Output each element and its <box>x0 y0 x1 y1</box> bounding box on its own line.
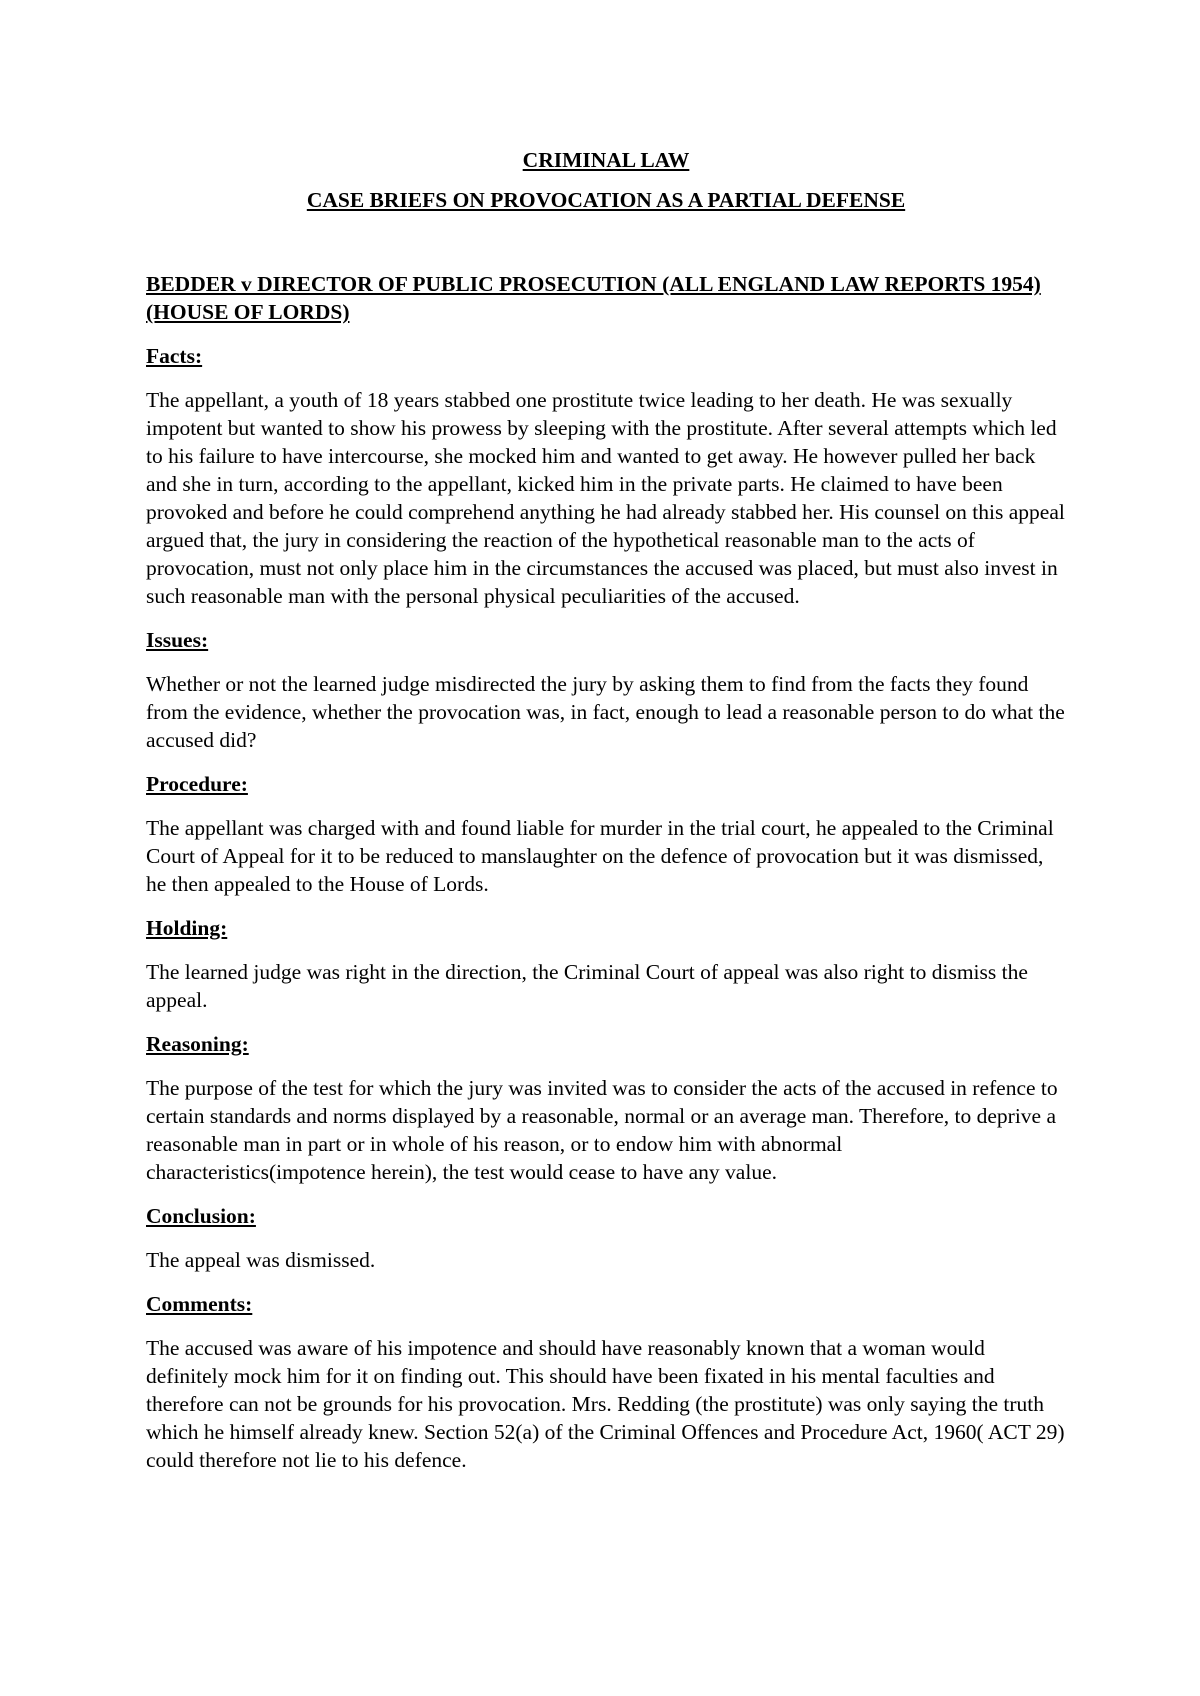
section-body-conclusion: The appeal was dismissed. <box>146 1248 376 1272</box>
section-body-reasoning: The purpose of the test for which the jury was invited was to consider the acts of the accused in refence to certain standards and norms displayed by a reasonable, normal or an average man. Therefore, to deprive a reasonable man in part or in whole of his reason, or to endow him with abnormal characteristics(impotence herein), the test would cease to have any value. <box>146 1076 1058 1184</box>
section-body-facts: The appellant, a youth of 18 years stabbed one prostitute twice leading to her death. He was sexually impotent but wanted to show his prowess by sleeping with the prostitute. After several attempts which led to his failure to have intercourse, she mocked him and wanted to get away. He however pulled her back and she in turn, according to the appellant, kicked him in the private parts. He claimed to have been provoked and before he could comprehend anything he had already stabbed her. His counsel on this appeal argued that, the jury in considering the reaction of the hypothetical reasonable man to the acts of provocation, must not only place him in the circumstances the accused was placed, but must also invest in such reasonable man with the personal physical peculiarities of the accused. <box>146 388 1065 608</box>
document-subtitle: CASE BRIEFS ON PROVOCATION AS A PARTIAL DEFENSE <box>306 188 906 212</box>
section-heading-procedure: Procedure: <box>146 772 248 796</box>
section-heading-holding: Holding: <box>146 916 228 940</box>
section-body-comments: The accused was aware of his impotence and should have reasonably known that a woman would definitely mock him for it on finding out. This should have been fixated in his mental faculties and therefore can not be grounds for his provocation. Mrs. Redding (the prostitute) was only saying the truth which he himself already knew. Section 52(a) of the Criminal Offences and Procedure Act, 1960( ACT 29) could therefore not lie to his defence. <box>146 1336 1065 1472</box>
section-body-issues: Whether or not the learned judge misdirected the jury by asking them to find from the facts they found from the evidence, whether the provocation was, in fact, enough to lead a reasonable person to do what the accused did? <box>146 672 1065 752</box>
case-title: BEDDER v DIRECTOR OF PUBLIC PROSECUTION (ALL ENGLAND LAW REPORTS 1954) (HOUSE OF LORDS) <box>146 272 1041 324</box>
section-heading-facts: Facts: <box>146 344 203 368</box>
section-body-holding: The learned judge was right in the direction, the Criminal Court of appeal was also right to dismiss the appeal. <box>146 960 1028 1012</box>
section-heading-reasoning: Reasoning: <box>146 1032 249 1056</box>
document-title: CRIMINAL LAW <box>522 148 690 172</box>
section-heading-comments: Comments: <box>146 1292 253 1316</box>
section-body-procedure: The appellant was charged with and found liable for murder in the trial court, he appealed to the Criminal Court of Appeal for it to be reduced to manslaughter on the defence of provocation but it was dismissed, he then appealed to the House of Lords. <box>146 816 1054 896</box>
section-heading-conclusion: Conclusion: <box>146 1204 256 1228</box>
section-heading-issues: Issues: <box>146 628 209 652</box>
document-content <box>146 146 1066 1474</box>
